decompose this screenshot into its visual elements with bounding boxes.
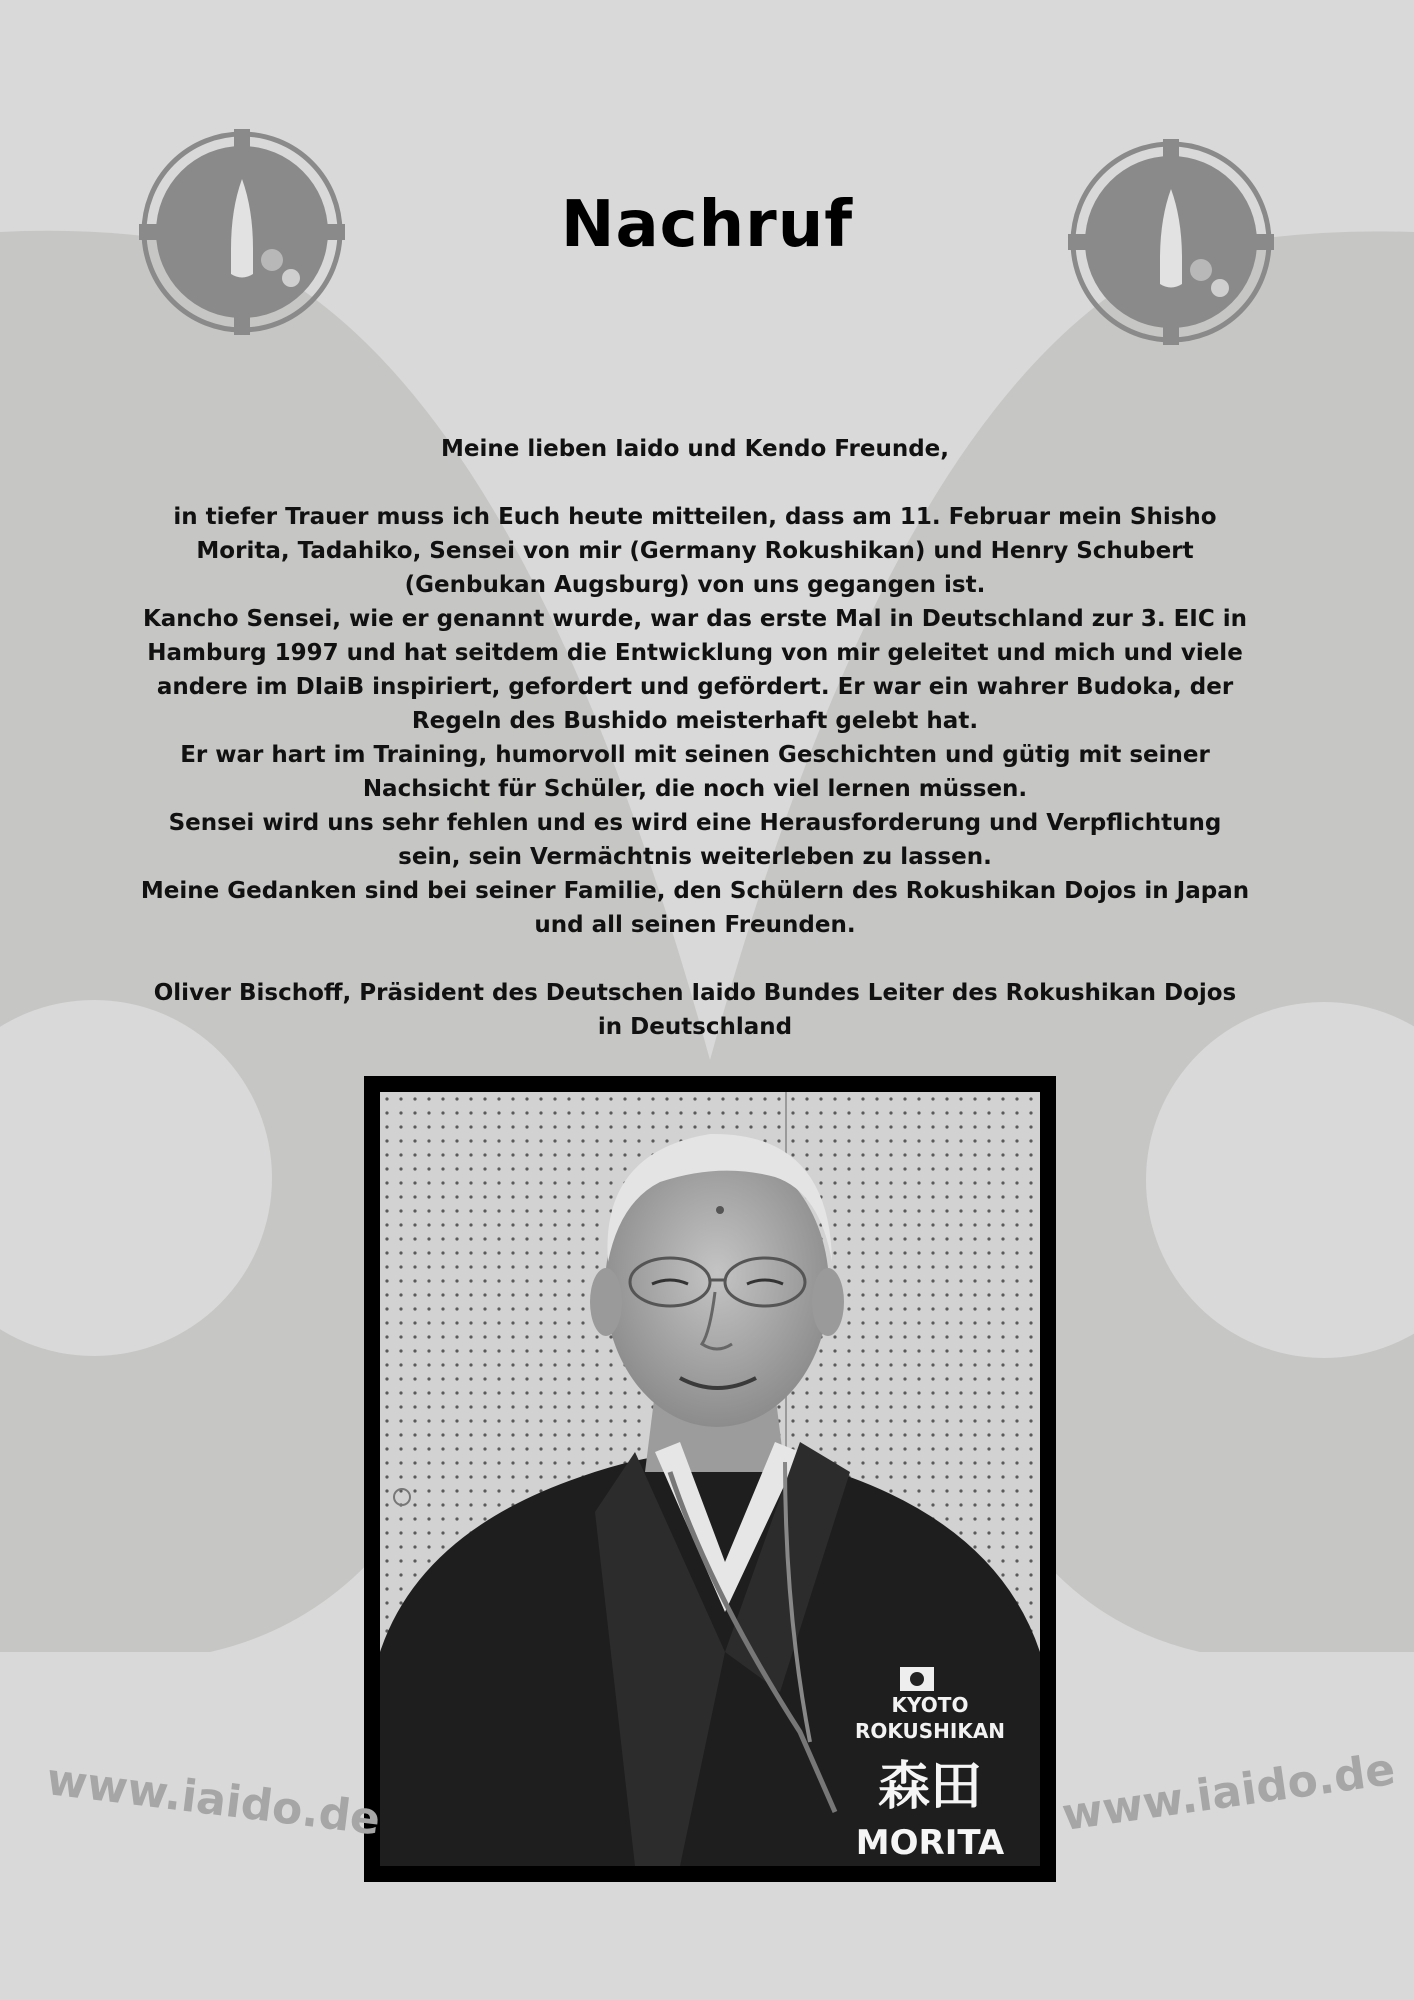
badge-kanji: 森田 [877, 1757, 983, 1817]
watermark-left: www.iaido.de [43, 1754, 383, 1846]
letter-greeting: Meine lieben Iaido und Kendo Freunde, [440, 436, 949, 462]
letter-paragraph: Sensei wird uns sehr fehlen und es wird eine Herausforderung und Verpflichtung sein, sein Vermächtnis weiterleben zu lassen. [168, 810, 1222, 870]
letter-body [140, 432, 1250, 1044]
watermark-right: www.iaido.de [1058, 1743, 1399, 1841]
badge-line2: ROKUSHIKAN [854, 1719, 1006, 1743]
page-title: Nachruf [560, 188, 854, 262]
portrait-frame [364, 1076, 1056, 1882]
badge-line1: KYOTO [891, 1693, 969, 1717]
letter-paragraph: in tiefer Trauer muss ich Euch heute mitteilen, dass am 11. Februar mein Shisho Morita, Tadahiko, Sensei von mir (Germany Rokushikan) und Henry Schubert (Genbukan Augsburg) von uns gegangen ist. [173, 504, 1217, 598]
letter-paragraph: Kancho Sensei, wie er genannt wurde, war das erste Mal in Deutschland zur 3. EIC in Hamburg 1997 und hat seitdem die Entwicklung von mir geleitet und mich und viele andere im DIaiB inspiriert, gefordert und gefördert. Er war ein wahrer Budoka, der Regeln des Bushido meisterhaft gelebt hat. [142, 606, 1248, 734]
letter-paragraph: Meine Gedanken sind bei seiner Familie, den Schülern des Rokushikan Dojos in Japan und all seinen Freunden. [140, 878, 1250, 938]
letter-paragraph: Er war hart im Training, humorvoll mit seinen Geschichten und gütig mit seiner Nachsicht für Schüler, die noch viel lernen müssen. [180, 742, 1210, 802]
letter-signature: Oliver Bischoff, Präsident des Deutschen Iaido Bundes Leiter des Rokushikan Dojos in Deutschland [153, 980, 1237, 1040]
badge-name: MORITA [855, 1823, 1005, 1863]
portrait-photo [380, 1092, 1040, 1866]
